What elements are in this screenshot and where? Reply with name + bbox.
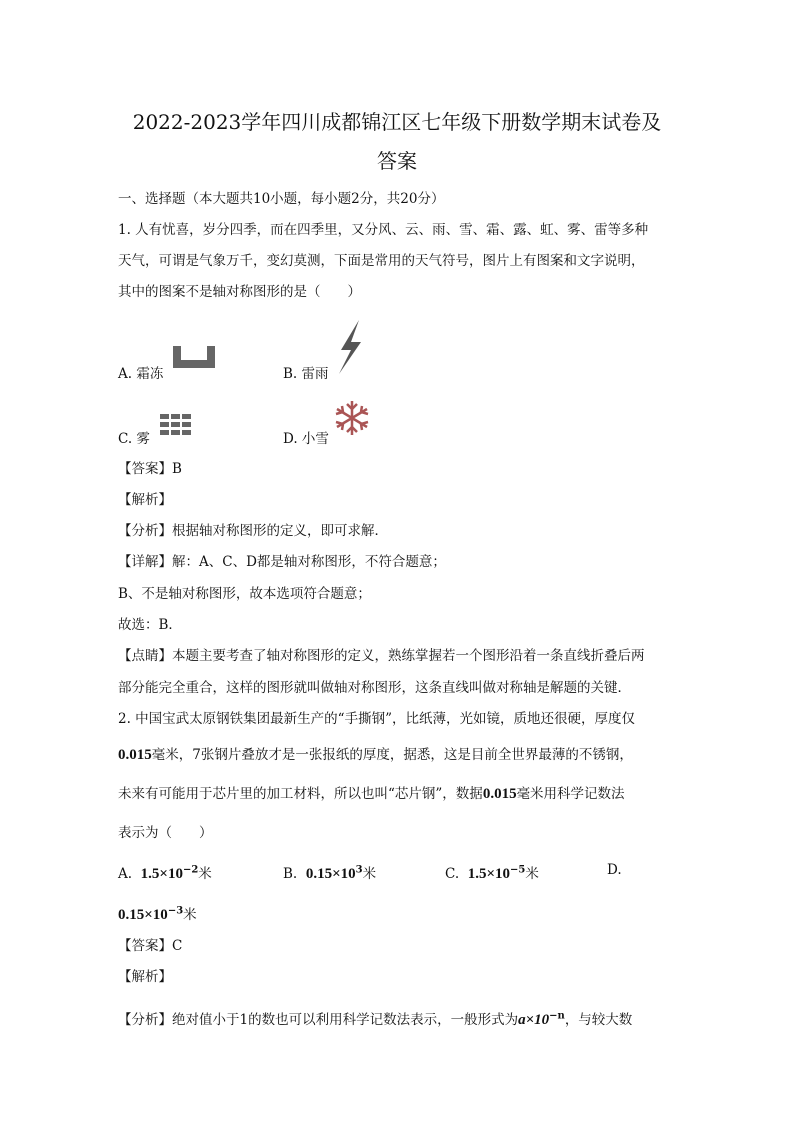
q2-option-c <box>445 862 539 883</box>
q1-analysis: B、不是轴对称图形，故本选项符合题意； <box>118 586 371 602</box>
q1-option-d: D. 小雪 <box>283 431 329 447</box>
math-exp: −3 <box>167 905 184 917</box>
doc-title-line1: 2022-2023学年四川成都锦江区七年级下册数学期末试卷及 <box>132 110 662 134</box>
fog-icon <box>160 414 192 438</box>
snowflake-icon <box>333 399 371 437</box>
q1-text: 天气，可谓是气象万千，变幻莫测，下面是常用的天气符号，图片上有图案和文字说明， <box>118 253 645 269</box>
option-letter: B. <box>283 866 298 882</box>
math-exp: 3 <box>355 864 363 876</box>
math-base: 0.15×10 <box>118 907 168 923</box>
lightning-icon <box>335 320 365 376</box>
q1-analysis: 【详解】解：A、C、D都是轴对称图形，不符合题意； <box>118 554 446 570</box>
math-base: 1.5×10 <box>467 866 511 882</box>
unit: 米 <box>362 866 377 882</box>
q2-option-d-letter: D. <box>607 862 622 878</box>
q1-text: 其中的图案不是轴对称图形的是（ ） <box>118 284 361 300</box>
frost-icon <box>173 346 215 368</box>
math-exp: −2 <box>182 864 199 876</box>
option-letter: C. <box>445 866 460 882</box>
q1-text: 1. 人有忧喜，岁分四季，而在四季里，又分风、云、雨、雪、霜、露、虹、雾、雷等多种 <box>118 222 649 238</box>
q1-analysis: 【点睛】本题主要考查了轴对称图形的定义，熟练掌握若一个图形沿着一条直线折叠后两 <box>118 648 645 664</box>
option-letter: A. <box>118 866 133 882</box>
math-base: 1.5×10 <box>140 866 183 882</box>
q2-option-a <box>118 862 212 883</box>
math-base: a×10 <box>518 1012 550 1028</box>
q1-analysis: 部分能完全重合，这样的图形就叫做轴对称图形，这条直线叫做对称轴是解题的关键． <box>118 680 631 696</box>
math-exp: −n <box>549 1010 565 1022</box>
math-exp: −5 <box>510 864 526 876</box>
q2-text-part: 毫米，7张钢片叠放才是一张报纸的厚度，据悉，这是目前全世界最薄的不锈钢， <box>151 747 633 763</box>
q2-text-part: 未来有可能用于芯片里的加工材料，所以也叫“芯片钢”，数据 <box>118 786 483 802</box>
q1-option-c: C. 雾 <box>118 431 150 447</box>
q2-analysis <box>118 1008 632 1029</box>
q2-answer: 【答案】C <box>118 938 183 954</box>
q1-analysis-head: 【解析】 <box>118 492 172 508</box>
q2-analysis-part: ，与较大数 <box>564 1012 633 1028</box>
q1-analysis: 故选：B． <box>118 617 182 633</box>
q2-text-part: 毫米用科学记数法 <box>516 786 625 802</box>
q2-text <box>118 782 625 803</box>
q2-text: 表示为（ ） <box>118 825 213 841</box>
q1-option-b: B. 雷雨 <box>283 366 329 382</box>
doc-title-line2: 答案 <box>377 149 417 173</box>
q2-text <box>118 743 633 764</box>
q2-text: 2. 中国宝武太原钢铁集团最新生产的“手撕钢”，比纸薄，光如镜，质地还很硬，厚度仅 <box>118 711 635 727</box>
unit: 米 <box>183 907 197 923</box>
unit: 米 <box>198 866 212 882</box>
section-heading: 一、选择题（本大题共10小题，每小题2分，共20分） <box>118 191 445 207</box>
q2-option-d <box>118 903 197 924</box>
math-base: 0.15×10 <box>305 866 356 882</box>
math-value: 0.015 <box>482 786 517 802</box>
unit: 米 <box>525 866 539 882</box>
q1-analysis: 【分析】根据轴对称图形的定义，即可求解． <box>118 523 388 539</box>
q2-analysis-head: 【解析】 <box>118 969 172 985</box>
math-value: 0.015 <box>118 747 152 763</box>
q1-answer: 【答案】B <box>118 461 182 477</box>
q1-option-a: A. 霜冻 <box>118 366 164 382</box>
q2-option-b <box>283 862 376 883</box>
q2-analysis-part: 【分析】绝对值小于1的数也可以利用科学记数法表示，一般形式为 <box>118 1012 519 1028</box>
